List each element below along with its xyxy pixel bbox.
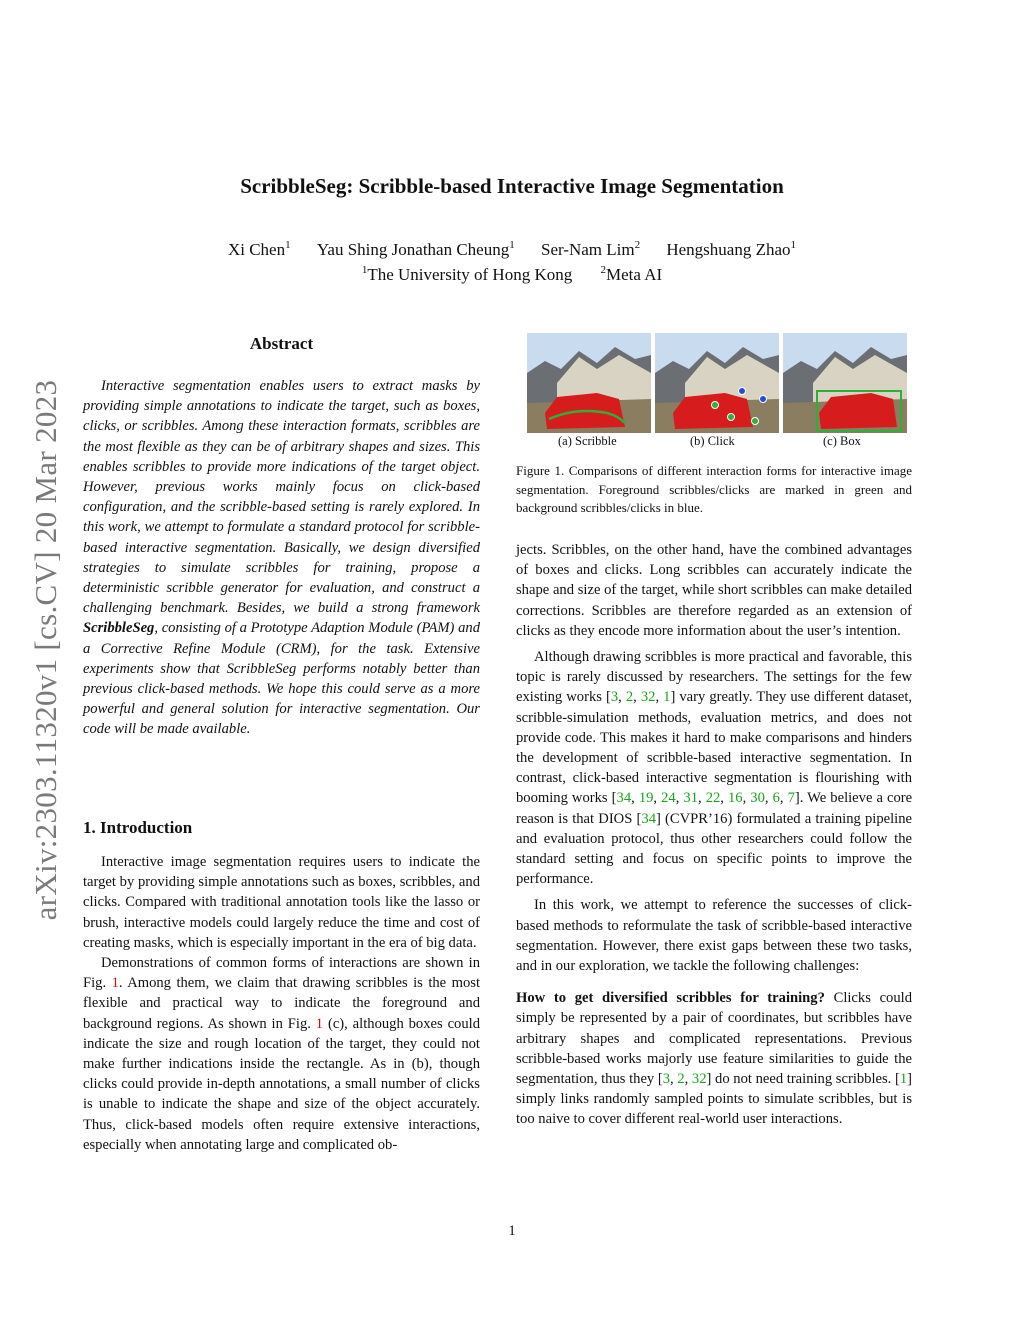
abstract-heading: Abstract: [249, 334, 314, 353]
paper-title: ScribbleSeg: Scribble-based Interactive Image Segmentation: [240, 174, 784, 198]
subcaption-box: (c) Box: [823, 434, 861, 448]
figure-1: [527, 333, 907, 433]
affiliation-list: [0, 265, 1024, 285]
subcaption-click: (b) Click: [690, 434, 735, 448]
citation-link[interactable]: 2: [625, 689, 634, 706]
citation-link[interactable]: 24: [661, 790, 676, 807]
citation-link[interactable]: 32: [691, 1071, 707, 1088]
citation-link[interactable]: 1: [899, 1071, 908, 1088]
page-number: 1: [508, 1223, 516, 1239]
citation-link[interactable]: 22: [705, 790, 721, 807]
intro-paragraph-2: Demonstrations of common forms of interactions are shown in Fig. 1. Among them, we claim that drawing scribbles is the most flexible and practical way to indicate the foreground and background regions. As shown in Fig. 1 (c), although boxes could indicate the size and rough location of the target, they could not make further indications inside the rectangle. As in (b), though clicks could provide in-depth annotations, a small number of clicks is unable to indicate the shape and size of the object accurately. Thus, click-based models often require extensive interactions, especially when annotating large and complicated ob-: [83, 955, 480, 1153]
citation-link[interactable]: 30: [750, 790, 765, 807]
section-heading-introduction: 1. Introduction: [83, 818, 193, 837]
right-paragraph-2: Although drawing scribbles is more practical and favorable, this topic is rarely discussed by researchers. The settings for the few existing works [3, 2, 32, 1] vary greatly. They use different dataset, scribble-simulation methods, evaluation metrics, and does not provide code. This makes it hard to make comparisons and hinders the development of scribble-based interactive segmentation. In contrast, click-based interactive segmentation is flourishing with booming works [34, 19, 24, 31, 22, 16, 30, 6, 7]. We believe a core reason is that DIOS [34] (CVPR’16) formulated a training pipeline and evaluation protocol, thus other researchers could follow the standard setting and focus on specific points to improve the performance.: [516, 649, 913, 888]
right-paragraph-4: How to get diversified scribbles for training? Clicks could simply be represented by a pair of coordinates, but scribbles have arbitrary shapes and complicated representations. Previous scribble-based works majorly use feature similarities to guide the segmentation, thus they [3, 2, 32] do not need training scribbles. [1] simply links randomly sampled points to simulate scribbles, but is too naive to cover different real-world user interactions.: [516, 990, 913, 1128]
citation-link[interactable]: 1: [663, 689, 671, 706]
figure-ref-link[interactable]: 1: [111, 975, 119, 992]
affiliation-1: $^1$The University of Hong Kong: [361, 264, 573, 284]
citation-link[interactable]: 34: [641, 810, 656, 827]
figure-ref-link[interactable]: 1: [315, 1015, 324, 1032]
right-paragraph-1: jects. Scribbles, on the other hand, have the combined advantages of boxes and clicks. Long scribbles can accurately indicate the shape and size of the target, while short scribbles can make detailed corrections. Scribbles are therefore regarded as an extension of clicks as they encode more information about the user’s intention.: [516, 542, 912, 639]
figure-caption: Figure 1. Comparisons of different interaction forms for interactive image segmentation. Foreground scribbles/clicks are marked in green and background scribbles/clicks in blue.: [516, 463, 912, 515]
author-1: Xi Chen$^1$: [227, 239, 291, 259]
right-column-text: [516, 540, 912, 1130]
arxiv-stamp: [18, 350, 68, 950]
abstract-text: Interactive segmentation enables users to extract masks by providing simple annotations to indicate the target, such as boxes, clicks, or scribbles. Among these interaction formats, scribbles are the most flexible as they can be of arbitrary shapes and sizes. This enables scribbles to provide more indications of the target object. However, previous works mainly focus on click-based configuration, and the scribble-based setting is rarely explored. In this work, we attempt to formulate a standard protocol for scribble-based interactive segmentation. Basically, we design diversified strategies to simulate scribbles for training, propose a deterministic scribble generator for evaluation, and construct a challenging benchmark. Besides, we build a strong framework ScribbleSeg, consisting of a Prototype Adaption Module (PAM) and a Corrective Refine Module (CRM), for the task. Extensive experiments show that ScribbleSeg performs notably better than previous click-based methods. We hope this could serve as a more powerful and general solution for interactive segmentation. Our code will be made available.: [83, 378, 480, 738]
author-3: Ser-Nam Lim$^2$: [540, 239, 641, 259]
right-paragraph-3: In this work, we attempt to reference the successes of click-based methods to reformulate the task of scribble-based interactive segmentation. However, there exist gaps between these two tasks, and in our exploration, we tackle the following challenges:: [516, 897, 912, 975]
citation-link[interactable]: 3: [662, 1071, 671, 1088]
citation-link[interactable]: 2: [677, 1071, 685, 1088]
citation-link[interactable]: 16: [728, 790, 743, 807]
intro-paragraph-1: Interactive image segmentation requires users to indicate the target by providing simple annotations such as boxes, scribbles, and clicks. Compared with traditional annotation tools like the lasso or brush, interactive models could largely reduce the time and cost of creating masks, which is especially important in the era of big data.: [83, 854, 480, 951]
citation-link[interactable]: 19: [638, 790, 654, 807]
citation-link[interactable]: 7: [787, 790, 795, 807]
subcaption-scribble: (a) Scribble: [558, 434, 617, 448]
framework-name: ScribbleSeg: [83, 620, 155, 637]
citation-link[interactable]: 32: [640, 689, 656, 706]
author-4: Hengshuang Zhao$^1$: [666, 239, 797, 259]
author-2: Yau Shing Jonathan Cheung$^1$: [316, 239, 515, 259]
affiliation-2: $^2$Meta AI: [600, 264, 663, 284]
figure-panel-box: [783, 333, 907, 433]
citation-link[interactable]: 6: [772, 790, 780, 807]
figure-panel-scribble: [527, 333, 651, 433]
citation-link[interactable]: 31: [683, 790, 698, 807]
arxiv-id: arXiv:2303.11320v1 [cs.CV] 20 Mar 2023: [28, 379, 63, 921]
challenge-heading: How to get diversified scribbles for training?: [516, 990, 825, 1007]
introduction-text: [83, 852, 480, 1155]
author-list: [0, 240, 1024, 260]
figure-panel-click: [655, 333, 779, 433]
citation-link[interactable]: 3: [610, 689, 619, 706]
citation-link[interactable]: 34: [616, 790, 632, 807]
